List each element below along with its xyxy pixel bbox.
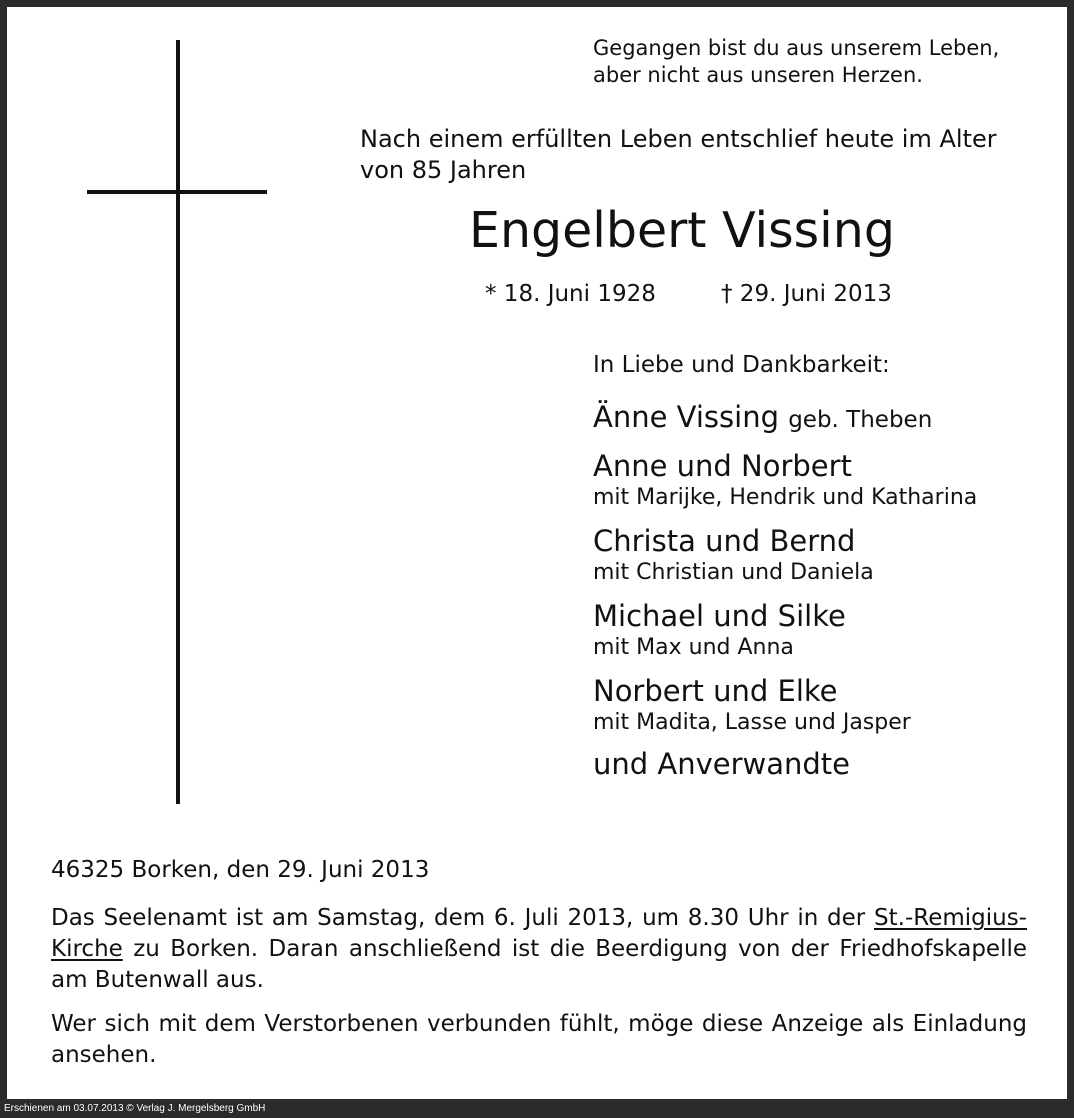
birth-date: * 18. Juni 1928	[485, 281, 656, 307]
relatives: und Anverwandte	[593, 747, 851, 781]
mourner-children: mit Marijke, Hendrik und Katharina	[593, 485, 978, 510]
mourner-maiden-name: geb. Theben	[788, 407, 933, 433]
mourner-name: Christa und Bernd	[593, 524, 856, 558]
motto	[593, 35, 999, 89]
mourner-item	[593, 674, 977, 737]
mourner-name: Michael und Silke	[593, 599, 846, 633]
place-date: 46325 Borken, den 29. Juni 2013	[51, 857, 430, 883]
church-name: St.-Remigius-Kirche	[51, 905, 1027, 962]
obituary-notice	[7, 7, 1067, 1099]
mourner-name: Änne Vissing geb. Theben	[593, 400, 933, 434]
cross-icon-bar	[87, 190, 267, 194]
mourner-name: Anne und Norbert	[593, 449, 852, 483]
death-date: † 29. Juni 2013	[721, 281, 892, 307]
mourner-children: mit Max und Anna	[593, 635, 794, 660]
mourner-item	[593, 599, 977, 662]
mourner-children: mit Christian und Daniela	[593, 560, 874, 585]
mourner-item	[593, 449, 977, 512]
cross-icon	[176, 40, 180, 804]
publication-footer: Erschienen am 03.07.2013 © Verlag J. Mergelsberg GmbH	[4, 1103, 266, 1114]
invitation-paragraph: Wer sich mit dem Verstorbenen verbunden fühlt, möge diese Anzeige als Einladung ansehen.	[51, 1011, 1027, 1068]
intro-text: Nach einem erfüllten Leben entschlief heute im Alter von 85 Jahren	[360, 125, 997, 184]
mourner-name: Norbert und Elke	[593, 674, 838, 708]
thanks-heading: In Liebe und Dankbarkeit:	[593, 352, 890, 378]
mourner-children: mit Madita, Lasse und Jasper	[593, 710, 911, 735]
motto-line-1: Gegangen bist du aus unserem Leben,	[593, 36, 1000, 60]
mourner-item	[593, 400, 977, 437]
motto-line-2: aber nicht aus unseren Herzen.	[593, 63, 923, 87]
service-paragraph: Das Seelenamt ist am Samstag, dem 6. Juli 2013, um 8.30 Uhr in der St.-Remigius-Kirche zu Borken. Daran anschließend ist die Beerdigung von der Friedhofskapelle am Butenwall aus.	[51, 905, 1027, 993]
mourner-item	[593, 524, 977, 587]
mourners-list	[593, 400, 977, 781]
deceased-name: Engelbert Vissing	[469, 202, 895, 259]
